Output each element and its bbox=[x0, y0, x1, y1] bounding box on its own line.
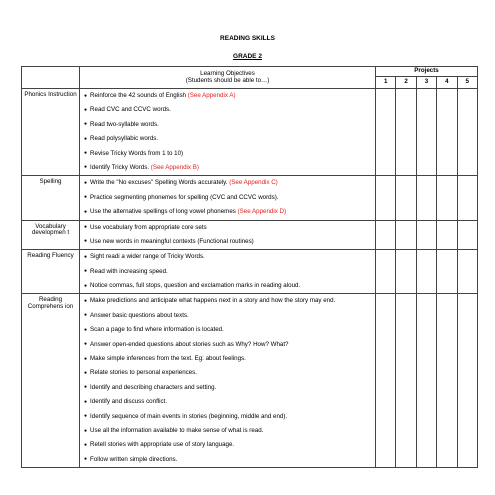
project-checkbox-cell[interactable] bbox=[457, 220, 477, 250]
project-number-3: 3 bbox=[416, 77, 436, 89]
bullet-icon: ● bbox=[84, 253, 88, 260]
bullet-icon: ● bbox=[84, 92, 88, 99]
project-checkbox-cell[interactable] bbox=[376, 89, 396, 176]
objective-text: Reinforce the 42 sounds of English bbox=[90, 92, 188, 99]
bullet-icon: ● bbox=[84, 208, 88, 215]
objective-text: Relate stories to personal experiences. bbox=[90, 369, 197, 377]
project-checkbox-cell[interactable] bbox=[396, 89, 416, 176]
objective-item bbox=[84, 279, 373, 293]
bullet-icon: ● bbox=[84, 268, 88, 275]
objectives-list bbox=[80, 221, 375, 250]
project-number-2: 2 bbox=[396, 77, 416, 89]
objective-item bbox=[84, 176, 373, 190]
project-checkbox-cell[interactable] bbox=[457, 176, 477, 220]
project-checkbox-cell[interactable] bbox=[396, 294, 416, 468]
objective-item bbox=[84, 103, 373, 117]
bullet-icon: ● bbox=[84, 384, 88, 391]
category-header bbox=[22, 67, 80, 89]
bullet-icon: ● bbox=[84, 106, 88, 113]
project-checkbox-cell[interactable] bbox=[437, 176, 457, 220]
project-checkbox-cell[interactable] bbox=[457, 89, 477, 176]
project-number-5: 5 bbox=[457, 77, 477, 89]
objective-text: Read two-syllable words. bbox=[90, 120, 159, 128]
category-label: Vocabulary developmen t bbox=[22, 220, 80, 250]
project-checkbox-cell[interactable] bbox=[457, 250, 477, 294]
bullet-icon: ● bbox=[84, 341, 88, 348]
objective-item bbox=[84, 453, 373, 467]
grade-heading: GRADE 2 bbox=[233, 53, 262, 60]
objective-text: Make predictions and anticipate what happens next in a story and how the story may end. bbox=[90, 297, 336, 305]
project-checkbox-cell[interactable] bbox=[376, 250, 396, 294]
project-checkbox-cell[interactable] bbox=[376, 294, 396, 468]
bullet-icon: ● bbox=[84, 179, 88, 186]
objectives-header bbox=[80, 67, 376, 89]
objective-item bbox=[84, 338, 373, 352]
document-title: READING SKILLS bbox=[220, 35, 275, 42]
objective-item bbox=[84, 191, 373, 205]
objective-item bbox=[84, 410, 373, 424]
project-checkbox-cell[interactable] bbox=[416, 176, 436, 220]
objectives-cell bbox=[80, 89, 376, 176]
objectives-cell bbox=[80, 176, 376, 220]
bullet-icon: ● bbox=[84, 297, 88, 304]
objective-text: Read with increasing speed. bbox=[90, 267, 168, 275]
bullet-icon: ● bbox=[84, 427, 88, 434]
objective-text: Use new words in meaningful contexts (Functional routines) bbox=[90, 237, 254, 245]
bullet-icon: ● bbox=[84, 282, 88, 289]
objective-text: Practice segmenting phonemes for spelling (CVC and CCVC words). bbox=[90, 193, 279, 201]
objectives-header-subtitle: (Students should be able to…) bbox=[185, 76, 270, 84]
category-label: Phonics Instruction bbox=[22, 89, 80, 176]
objective-item bbox=[84, 205, 373, 219]
section-row bbox=[22, 250, 478, 294]
category-label: Reading Fluency bbox=[22, 250, 80, 294]
objective-item bbox=[84, 147, 373, 161]
project-checkbox-cell[interactable] bbox=[376, 220, 396, 250]
section-row bbox=[22, 89, 478, 176]
project-checkbox-cell[interactable] bbox=[416, 294, 436, 468]
objective-text: Read CVC and CCVC words. bbox=[90, 106, 171, 114]
objective-text: Answer basic questions about texts. bbox=[90, 311, 189, 319]
objectives-list bbox=[80, 176, 375, 219]
objective-item bbox=[84, 89, 373, 103]
bullet-icon: ● bbox=[84, 164, 88, 171]
objective-text: Retell stories with appropriate use of story language. bbox=[90, 441, 235, 449]
project-checkbox-cell[interactable] bbox=[376, 176, 396, 220]
section-row bbox=[22, 220, 478, 250]
objective-item bbox=[84, 118, 373, 132]
objectives-list bbox=[80, 250, 375, 293]
objective-text: Scan a page to find where information is located. bbox=[90, 326, 224, 334]
objective-text: Sight readi a wider range of Tricky Words. bbox=[90, 253, 205, 261]
objective-item bbox=[84, 132, 373, 146]
objective-text: Answer open-ended questions about stories such as Why? How? What? bbox=[90, 340, 289, 348]
objective-item bbox=[84, 438, 373, 452]
bullet-icon: ● bbox=[84, 150, 88, 157]
bullet-icon: ● bbox=[84, 355, 88, 362]
project-checkbox-cell[interactable] bbox=[396, 220, 416, 250]
bullet-icon: ● bbox=[84, 456, 88, 463]
objective-text: Use vocabulary from appropriate core sets bbox=[90, 223, 207, 231]
appendix-reference: (See Appendix A) bbox=[187, 92, 236, 99]
objective-item bbox=[84, 221, 373, 235]
objective-text: Make simple inferences from the text. Eg: about feelings. bbox=[90, 355, 246, 363]
objective-item bbox=[84, 424, 373, 438]
objective-text: Use the alternative spellings of long vowel phonemes bbox=[90, 208, 238, 216]
objective-text: Revise Tricky Words from 1 to 10) bbox=[90, 149, 184, 157]
projects-header: Projects bbox=[376, 67, 478, 77]
project-number-1: 1 bbox=[376, 77, 396, 89]
bullet-icon: ● bbox=[84, 398, 88, 405]
objectives-cell bbox=[80, 250, 376, 294]
objective-item bbox=[84, 250, 373, 264]
objectives-cell bbox=[80, 220, 376, 250]
objective-text: Use all the information available to make sense of what is read. bbox=[90, 427, 264, 434]
category-label: Spelling bbox=[22, 176, 80, 220]
bullet-icon: ● bbox=[84, 194, 88, 201]
section-row bbox=[22, 294, 478, 468]
objective-item bbox=[84, 352, 373, 366]
objective-text: Identify and describing characters and setting. bbox=[90, 383, 217, 391]
bullet-icon: ● bbox=[84, 121, 88, 128]
project-checkbox-cell[interactable] bbox=[437, 250, 457, 294]
project-checkbox-cell[interactable] bbox=[396, 250, 416, 294]
project-checkbox-cell[interactable] bbox=[396, 176, 416, 220]
objective-item bbox=[84, 235, 373, 249]
objective-item bbox=[84, 294, 373, 308]
objectives-list bbox=[80, 294, 375, 467]
bullet-icon: ● bbox=[84, 238, 88, 245]
objectives-cell bbox=[80, 294, 376, 468]
bullet-icon: ● bbox=[84, 413, 88, 420]
objective-text: Identify Tricky Words. bbox=[90, 163, 151, 171]
project-checkbox-cell[interactable] bbox=[416, 250, 436, 294]
bullet-icon: ● bbox=[84, 135, 88, 142]
bullet-icon: ● bbox=[84, 369, 88, 376]
bullet-icon: ● bbox=[84, 441, 88, 448]
appendix-reference: (See Appendix B) bbox=[150, 163, 199, 171]
objective-item bbox=[84, 395, 373, 409]
objective-item bbox=[84, 366, 373, 380]
bullet-icon: ● bbox=[84, 312, 88, 319]
project-checkbox-cell[interactable] bbox=[437, 220, 457, 250]
objective-text: Write the "No excuses" Spelling Words accurately. bbox=[90, 179, 230, 187]
appendix-reference: (See Appendix C) bbox=[229, 179, 278, 187]
objective-item bbox=[84, 381, 373, 395]
objective-item bbox=[84, 309, 373, 323]
objective-text: Identify and discuss conflict. bbox=[90, 398, 168, 406]
objective-text: Identify sequence of main events in stories (beginning, middle and end). bbox=[90, 412, 288, 420]
objective-item bbox=[84, 323, 373, 337]
objective-text: Follow written simple directions. bbox=[90, 455, 178, 463]
project-checkbox-cell[interactable] bbox=[437, 89, 457, 176]
project-checkbox-cell[interactable] bbox=[416, 220, 436, 250]
objectives-header-title: Learning Objectives bbox=[200, 69, 255, 77]
objectives-list bbox=[80, 89, 375, 175]
objective-item bbox=[84, 161, 373, 175]
project-number-4: 4 bbox=[437, 77, 457, 89]
bullet-icon: ● bbox=[84, 326, 88, 333]
objective-text: Read polysyllabic words. bbox=[90, 135, 159, 143]
project-checkbox-cell[interactable] bbox=[437, 294, 457, 468]
category-label: Reading Comprehens ion bbox=[22, 294, 80, 468]
objectives-table bbox=[21, 66, 478, 468]
objective-item bbox=[84, 265, 373, 279]
project-checkbox-cell[interactable] bbox=[416, 89, 436, 176]
section-row bbox=[22, 176, 478, 220]
project-checkbox-cell[interactable] bbox=[457, 294, 477, 468]
appendix-reference: (See Appendix D) bbox=[237, 208, 287, 216]
bullet-icon: ● bbox=[84, 224, 88, 231]
objective-text: Notice commas, full stops, question and exclamation marks in reading aloud. bbox=[90, 282, 301, 290]
